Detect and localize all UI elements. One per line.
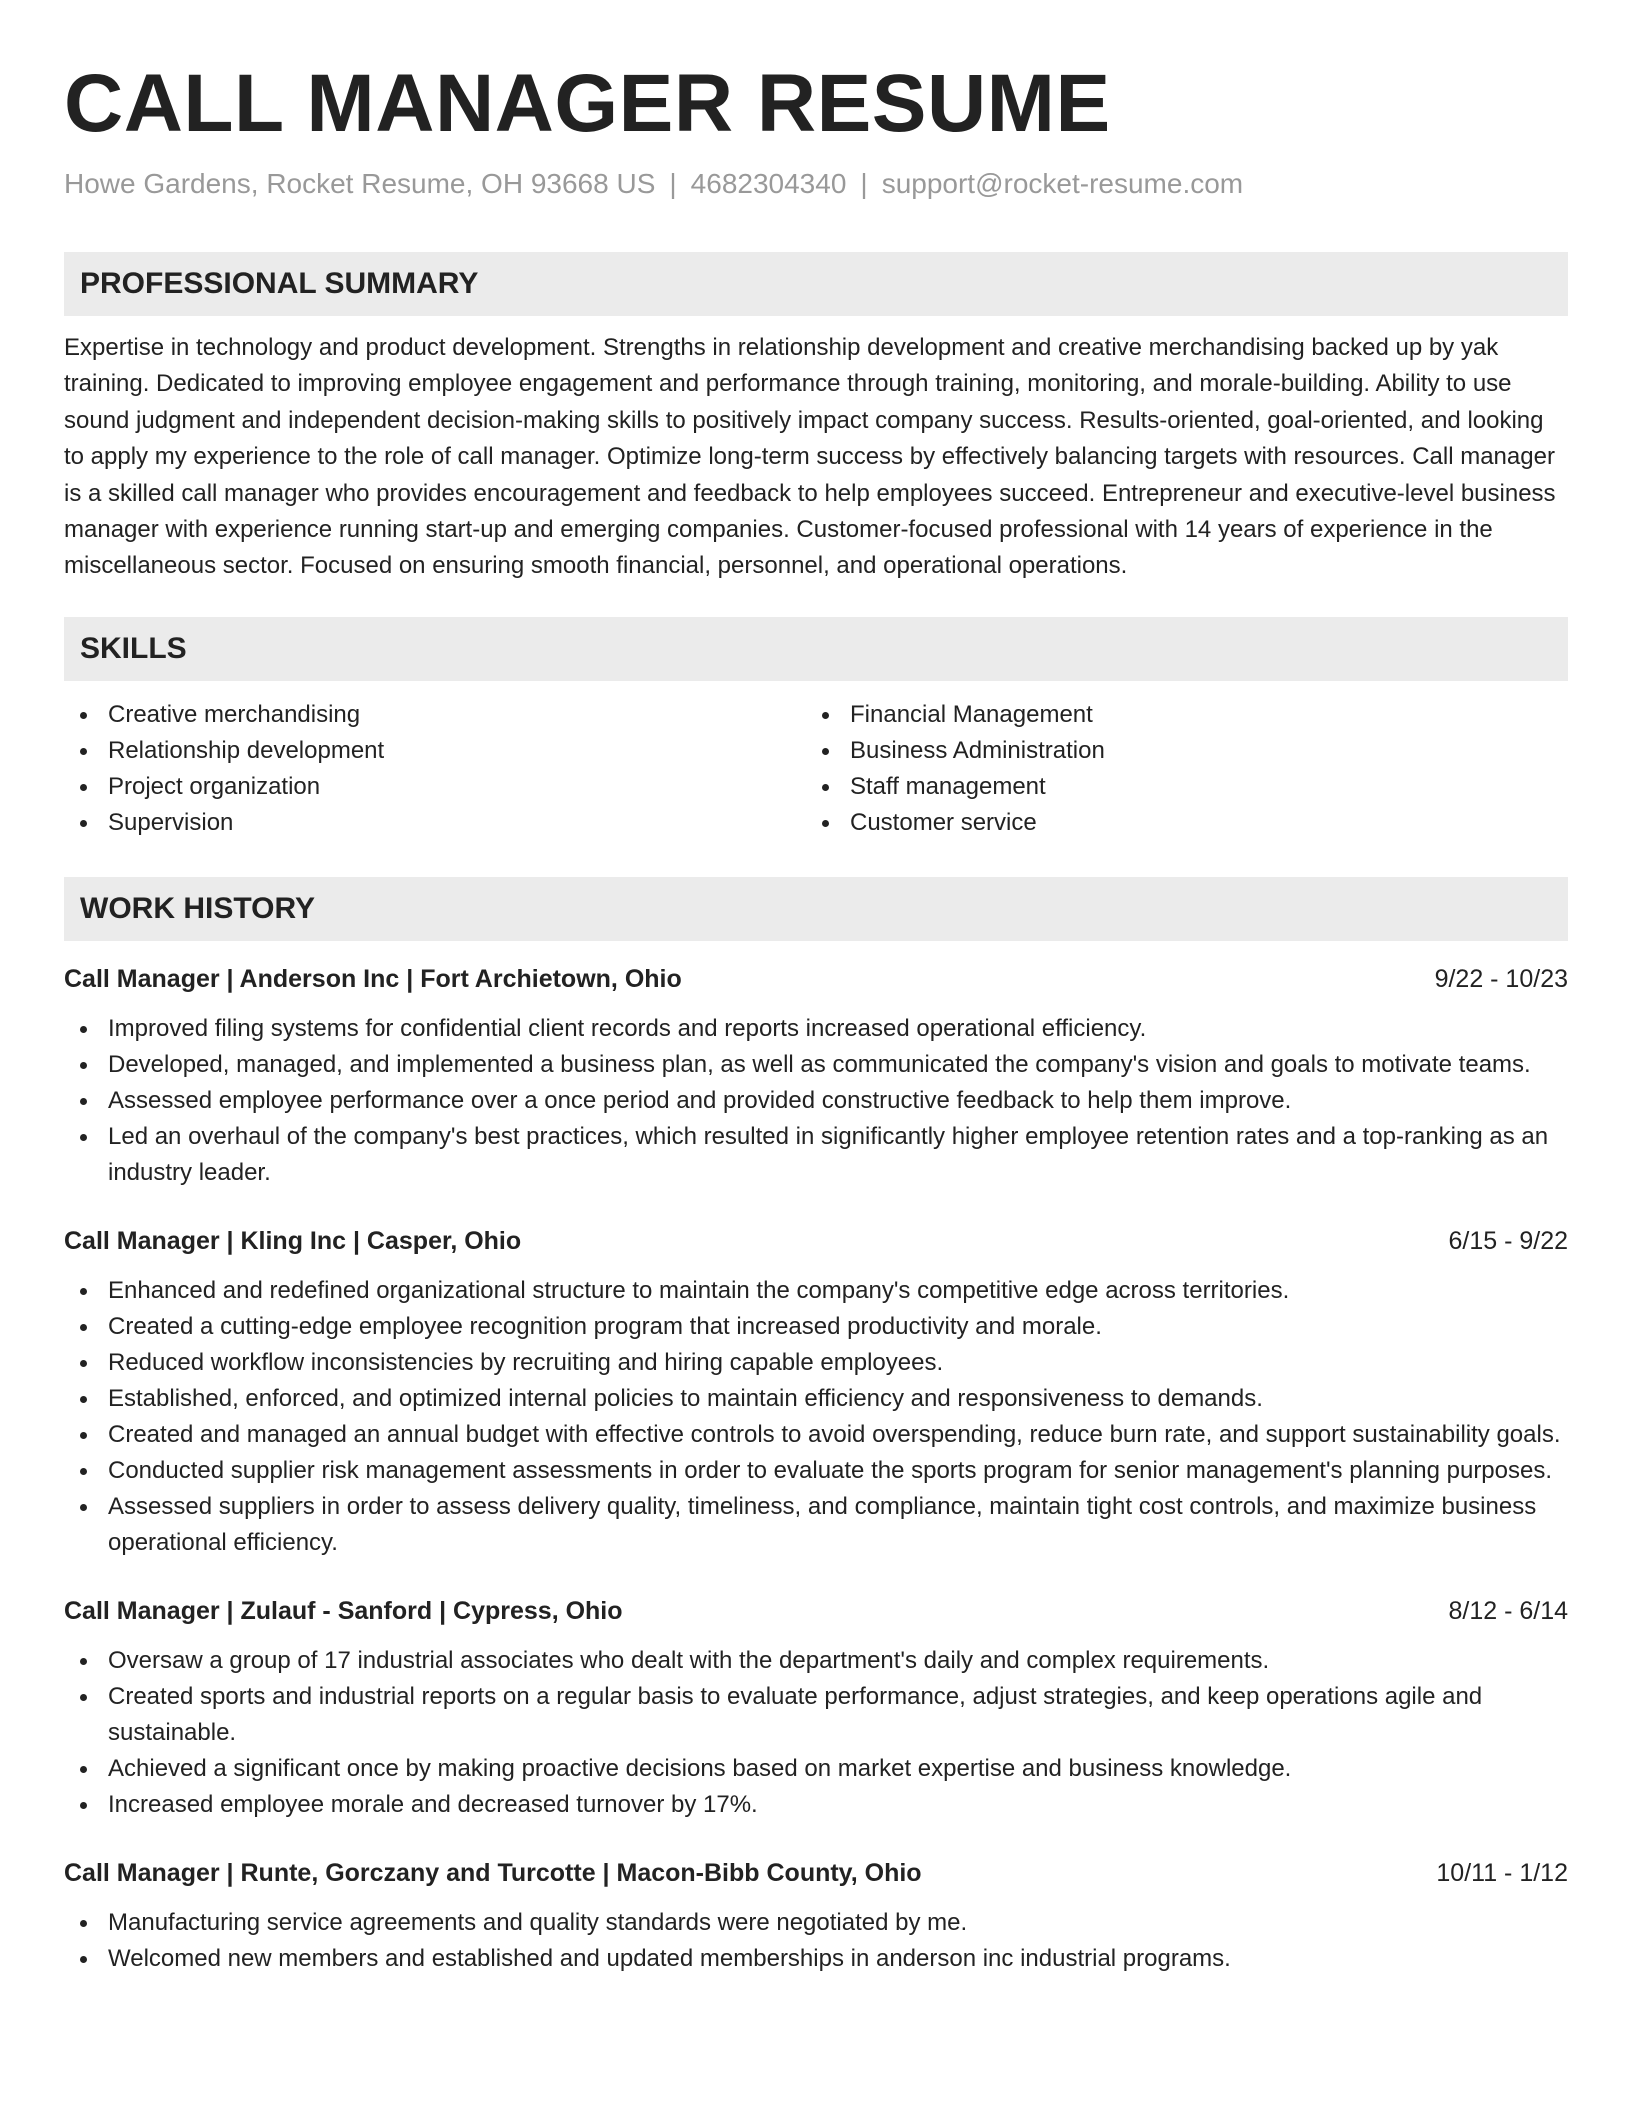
job-title: Call Manager | Zulauf - Sanford | Cypress, Ohio (64, 1596, 623, 1625)
skill-item: Relationship development (64, 733, 806, 769)
summary-text: Expertise in technology and product development. Strengths in relationship development and creative merchandising backed up by yak training. Dedicated to improving employee engagement and performance through training, monitoring, and morale-building. Ability to use sound judgment and independent decision-making skills to positively impact company success. Results-oriented, goal-oriented, and looking to apply my experience to the role of call manager. Optimize long-term success by effectively balancing targets with resources. Call manager is a skilled call manager who provides encouragement and feedback to help employees succeed. Entrepreneur and executive-level business manager with experience running start-up and emerging companies. Customer-focused professional with 14 years of experience in the miscellaneous sector. Focused on ensuring smooth financial, personnel, and operational operations. (64, 334, 1556, 580)
job-bullet: Assessed employee performance over a once period and provided constructive feedback to help them improve. (64, 1083, 1568, 1119)
job-bullet: Achieved a significant once by making proactive decisions based on market expertise and business knowledge. (64, 1751, 1568, 1787)
job-bullet: Enhanced and redefined organizational structure to maintain the company's competitive edge across territories. (64, 1273, 1568, 1309)
job-header (64, 1223, 1568, 1259)
job-header (64, 1593, 1568, 1629)
job-bullet: Welcomed new members and established and updated memberships in anderson inc industrial programs. (64, 1941, 1568, 1977)
skill-item: Financial Management (806, 697, 1548, 733)
job-bullet: Created sports and industrial reports on a regular basis to evaluate performance, adjust strategies, and keep operations agile and sustainable. (64, 1679, 1568, 1751)
contact-line (64, 166, 1568, 202)
job-title: Call Manager | Anderson Inc | Fort Archietown, Ohio (64, 964, 682, 993)
job-bullets (64, 1273, 1568, 1561)
job-entry (64, 1223, 1568, 1561)
skill-item: Supervision (64, 805, 806, 841)
job-bullets (64, 1905, 1568, 1977)
job-dates: 9/22 - 10/23 (1434, 964, 1568, 993)
skill-item: Customer service (806, 805, 1548, 841)
job-bullet: Created and managed an annual budget with effective controls to avoid overspending, reduce burn rate, and support sustainability goals. (64, 1417, 1568, 1453)
job-bullet: Led an overhaul of the company's best practices, which resulted in significantly higher employee retention rates and a top-ranking as an industry leader. (64, 1119, 1568, 1191)
job-bullet: Conducted supplier risk management assessments in order to evaluate the sports program for senior management's planning purposes. (64, 1453, 1568, 1489)
job-dates: 8/12 - 6/14 (1448, 1596, 1568, 1625)
job-header (64, 961, 1568, 997)
job-entry (64, 961, 1568, 1191)
skill-item: Creative merchandising (64, 697, 806, 733)
skills-column-left (64, 697, 806, 841)
job-title: Call Manager | Runte, Gorczany and Turcotte | Macon-Bibb County, Ohio (64, 1858, 922, 1887)
summary-heading: PROFESSIONAL SUMMARY (64, 252, 1568, 316)
skills-column-right (806, 697, 1548, 841)
contact-phone: 4682304340 (690, 168, 847, 199)
contact-separator: | (669, 168, 677, 199)
job-bullet: Improved filing systems for confidential client records and reports increased operational efficiency. (64, 1011, 1568, 1047)
page-title: CALL MANAGER RESUME (64, 58, 1111, 149)
job-title: Call Manager | Kling Inc | Casper, Ohio (64, 1226, 522, 1255)
skill-item: Staff management (806, 769, 1548, 805)
work-history-heading: WORK HISTORY (64, 877, 1568, 941)
job-bullet: Assessed suppliers in order to assess delivery quality, timeliness, and compliance, maintain tight cost controls, and maximize business operational efficiency. (64, 1489, 1568, 1561)
skill-item: Project organization (64, 769, 806, 805)
job-bullet: Increased employee morale and decreased turnover by 17%. (64, 1787, 1568, 1823)
job-bullet: Manufacturing service agreements and quality standards were negotiated by me. (64, 1905, 1568, 1941)
job-dates: 6/15 - 9/22 (1448, 1226, 1568, 1255)
job-entry (64, 1593, 1568, 1823)
job-bullet: Oversaw a group of 17 industrial associates who dealt with the department's daily and complex requirements. (64, 1643, 1568, 1679)
contact-separator: | (860, 168, 868, 199)
job-bullet: Developed, managed, and implemented a business plan, as well as communicated the company's vision and goals to motivate teams. (64, 1047, 1568, 1083)
job-entry (64, 1855, 1568, 1977)
job-bullets (64, 1643, 1568, 1823)
job-bullets (64, 1011, 1568, 1191)
skill-item: Business Administration (806, 733, 1548, 769)
job-dates: 10/11 - 1/12 (1436, 1858, 1568, 1887)
skills-list (64, 697, 1568, 841)
skills-heading: SKILLS (64, 617, 1568, 681)
job-bullet: Reduced workflow inconsistencies by recruiting and hiring capable employees. (64, 1345, 1568, 1381)
job-bullet: Created a cutting-edge employee recognition program that increased productivity and morale. (64, 1309, 1568, 1345)
job-bullet: Established, enforced, and optimized internal policies to maintain efficiency and responsiveness to demands. (64, 1381, 1568, 1417)
job-header (64, 1855, 1568, 1891)
contact-address: Howe Gardens, Rocket Resume, OH 93668 US (64, 168, 656, 199)
contact-email: support@rocket-resume.com (881, 168, 1244, 199)
